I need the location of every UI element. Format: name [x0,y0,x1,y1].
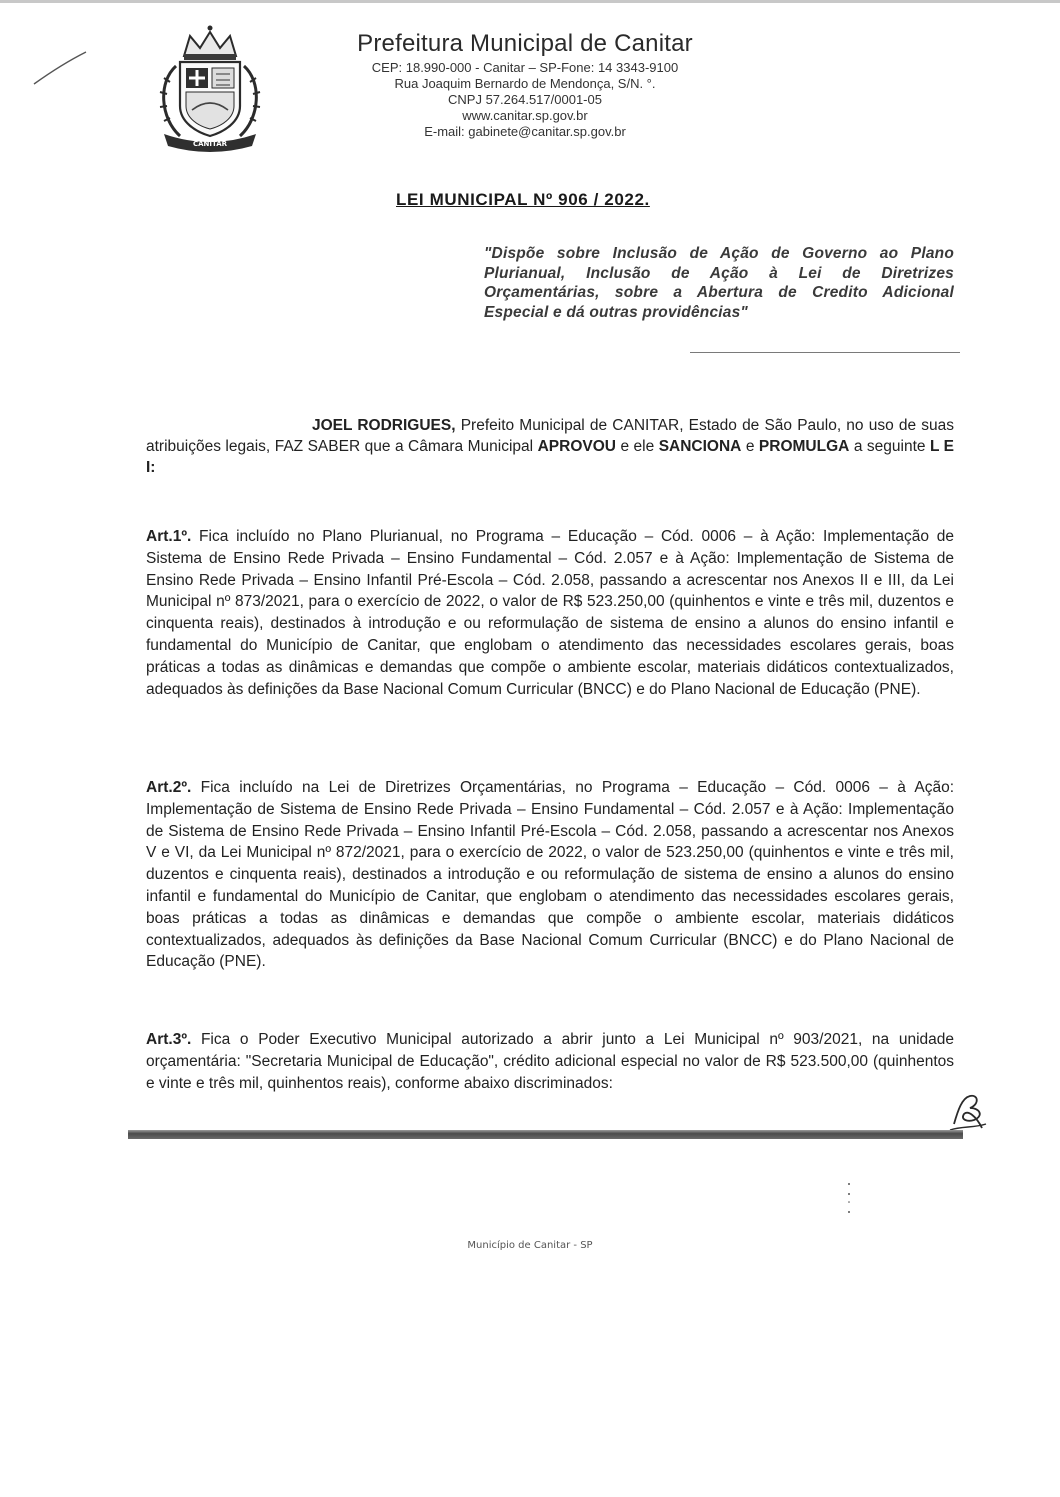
pen-stroke-mark [32,48,88,88]
ementa-underline [690,352,960,353]
article-1 [146,526,954,700]
preamble-text-2: e ele [615,438,659,455]
page-footer: Município de Canitar - SP [467,1240,593,1251]
letterhead [290,30,760,140]
handwritten-initials-icon [946,1090,990,1134]
scan-top-edge [0,0,1060,3]
article-2-label: Art.2º. [146,779,192,796]
article-1-label: Art.1º. [146,528,192,545]
article-3 [146,1029,954,1094]
scan-speck-marks [846,1180,852,1220]
preamble-text-4: a seguinte [849,438,930,455]
organization-name: Prefeitura Municipal de Canitar [357,30,693,57]
article-3-label: Art.3º. [146,1031,192,1048]
preamble-text-3: e [741,438,759,455]
article-3-text: Fica o Poder Executivo Municipal autorizado a abrir junto a Lei Municipal nº 903/2021, na unidade orçamentária: "Secretaria Municipal de Educação", crédito adicional especial no valor de R$ 523.500,00 (quinhentos e vinte e três mil, quinhentos reais), conforme abaixo discriminados: [146,1031,954,1092]
address-cnpj: CNPJ 57.264.517/0001-05 [448,92,602,107]
law-ementa: "Dispõe sobre Inclusão de Ação de Governo ao Plano Plurianual, Inclusão de Ação à Lei de Diretrizes Orçamentárias, sobre a Abertura de Credito Adicional Especial e dá outras providências" [484,245,954,321]
article-2 [146,777,954,973]
preamble-lei: L E I: [146,438,954,476]
law-preamble [146,415,954,478]
preamble-aprovou: APROVOU [537,438,616,455]
mayor-name: JOEL RODRIGUES, [312,417,456,434]
address-email: E-mail: gabinete@canitar.sp.gov.br [424,124,626,139]
article-1-text: Fica incluído no Plano Plurianual, no Programa – Educação – Cód. 0006 – à Ação: Implementação de Sistema de Ensino Rede Privada – Ensino Fundamental – Cód. 2.057 e à Ação: Implementação de Sistema de Ensino Rede Privada – Ensino Infantil Pré-Escola – Cód. 2.058, passando a acrescentar nos Anexos II e III, da Lei Municipal nº 873/2021, para o exercício de 2022, o valor de R$ 523.250,00 (quinhentos e vinte e três mil, duzentos e cinquenta reais), destinados à introdução e ou reformulação de sistema de ensino a alunos do ensino infantil e fundamental do Município de Canitar, que englobam o atendimento das necessidades escolares gerais, boas práticas a todas as dinâmicas e demandas que compõe o ambiente escolar, materiais didáticos contextualizados, adequados às definições da Base Nacional Comum Curricular (BNCC) e do Plano Nacional de Educação (PNE). [146,528,954,698]
preamble-text-1: Prefeito Municipal de CANITAR, Estado de São Paulo, no uso de suas atribuições legais, FAZ SABER que a Câmara Municipal [146,417,954,455]
preamble-promulga: PROMULGA [758,438,850,455]
preamble-sanciona: SANCIONA [658,438,742,455]
address-street: Rua Joaquim Bernardo de Mendonça, S/N. °. [394,76,656,91]
address-postal-phone: CEP: 18.990-000 - Canitar – SP-Fone: 14 3343-9100 [371,60,679,75]
page-bottom-rule [128,1130,963,1139]
law-title: LEI MUNICIPAL Nº 906 / 2022. [396,190,650,209]
article-2-text: Fica incluído na Lei de Diretrizes Orçamentárias, no Programa – Educação – Cód. 0006 – à Ação: Implementação de Sistema de Ensino Rede Privada – Ensino Fundamental – Cód. 2.057 e à Ação: Implementação de Sistema de Ensino Rede Privada – Ensino Infantil Pré-Escola – Cód. 2.058, passando a acrescentar nos Anexos V e VI, da Lei Municipal nº 872/2021, para o exercício de 2022, o valor de 523.250,00 (quinhentos e vinte e três mil, duzentos e cinquenta reais), destinados a introdução e ou reformulação de sistema de ensino a alunos do ensino infantil e fundamental do Município de Canitar, que englobam o atendimento das necessidades escolares gerais, boas práticas a todas as dinâmicas e demandas que compõe o ambiente escolar, materiais didáticos contextualizados, adequados às definições da Base Nacional Comum Curricular (BNCC) e do Plano Nacional de Educação (PNE). [146,779,954,971]
svg-text:CANITAR: CANITAR [192,140,228,148]
address-website: www.canitar.sp.gov.br [462,108,588,123]
municipal-coat-of-arms-icon [150,22,270,154]
